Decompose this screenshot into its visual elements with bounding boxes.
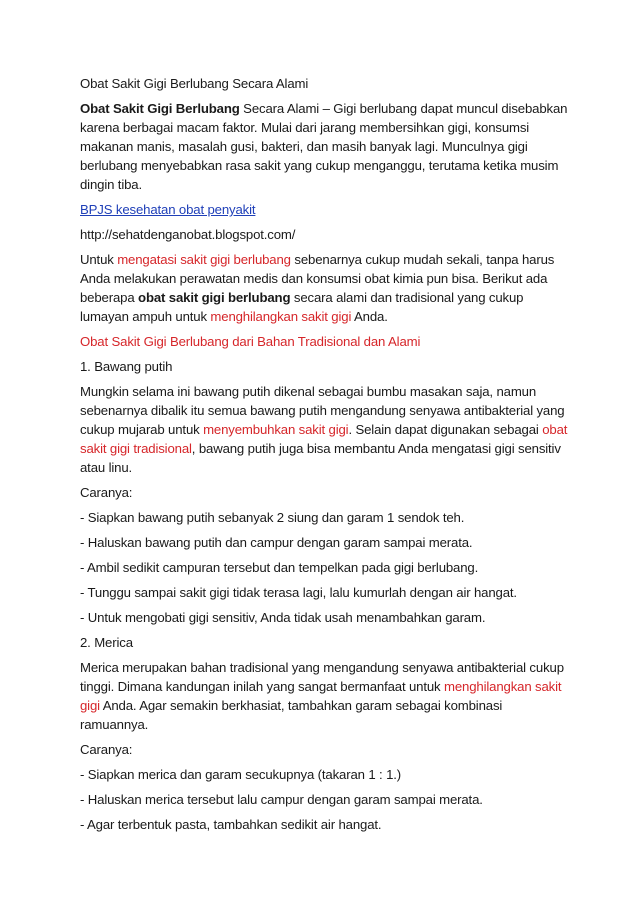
bawang-step: - Ambil sedikit campuran tersebut dan tempelkan pada gigi berlubang. (80, 560, 479, 575)
merica-step: - Siapkan merica dan garam secukupnya (takaran 1 : 1.) (80, 767, 402, 782)
bawang-text-3: , bawang putih juga bisa membantu Anda mengatasi gigi sensitiv atau linu. (80, 441, 561, 475)
bawang-step: - Siapkan bawang putih sebanyak 2 siung dan garam 1 sendok teh. (80, 510, 465, 525)
merica-heading: 2. Merica (80, 635, 133, 650)
bawang-keyword-red-2: obat sakit gigi tradisional (80, 422, 568, 456)
merica-text-1: Merica merupakan bahan tradisional yang mengandung senyawa antibakterial cukup tinggi. Dimana kandungan inilah yang sangat bermanfaat untuk (80, 660, 564, 694)
intro-bold-keyword: Obat Sakit Gigi Berlubang (80, 101, 240, 116)
p2-keyword-red-1: mengatasi sakit gigi berlubang (117, 252, 291, 267)
p2-text-1: Untuk (80, 252, 118, 267)
merica-step: - Agar terbentuk pasta, tambahkan sedikit air hangat. (80, 817, 382, 832)
p2-keyword-red-2: menghilangkan sakit gigi (210, 309, 352, 324)
p2-text-2: sebenarnya cukup mudah sekali, tanpa harus Anda melakukan perawatan medis dan konsumsi obat kimia pun bisa. Berikut ada beberapa (80, 252, 555, 305)
p2-keyword-bold: obat sakit gigi berlubang (138, 290, 291, 305)
document-page (80, 74, 570, 840)
bawang-keyword-red-1: menyembuhkan sakit gigi (203, 422, 349, 437)
p2-text-3: secara alami dan tradisional yang cukup lumayan ampuh untuk (80, 290, 524, 324)
bawang-step: - Haluskan bawang putih dan campur dengan garam sampai merata. (80, 535, 473, 550)
bawang-step: - Tunggu sampai sakit gigi tidak terasa lagi, lalu kumurlah dengan air hangat. (80, 585, 517, 600)
bawang-text-2: . Selain dapat digunakan sebagai (348, 422, 543, 437)
bawang-text-1: Mungkin selama ini bawang putih dikenal sebagai bumbu masakan saja, namun sebenarnya dibalik itu semua bawang putih mengandung senyawa antibakterial yang cukup mujarab untuk (80, 384, 565, 437)
bawang-paragraph (80, 382, 570, 477)
section-heading: Obat Sakit Gigi Berlubang dari Bahan Tradisional dan Alami (80, 334, 421, 349)
bawang-step: - Untuk mengobati gigi sensitiv, Anda tidak usah menambahkan garam. (80, 610, 486, 625)
merica-caranya: Caranya: (80, 742, 133, 757)
p2-text-4: Anda. (351, 309, 388, 324)
url-paragraph: http://sehatdenganobat.blogspot.com/ (80, 227, 296, 242)
merica-step: - Haluskan merica tersebut lalu campur dengan garam sampai merata. (80, 792, 483, 807)
document-title: Obat Sakit Gigi Berlubang Secara Alami (80, 76, 309, 91)
intro-text: Secara Alami – Gigi berlubang dapat muncul disebabkan karena berbagai macam faktor. Mulai dari jarang membersihkan gigi, konsumsi makanan manis, masalah gusi, bakteri, dan masih banyak lagi. Munculnya gigi berlubang menyebabkan rasa sakit yang cukup menganggu, terutama ketika musim dingin tiba. (80, 101, 568, 192)
method-intro-paragraph (80, 250, 570, 326)
bawang-caranya: Caranya: (80, 485, 133, 500)
link-paragraph (80, 200, 570, 219)
intro-paragraph (80, 99, 570, 194)
merica-paragraph (80, 658, 570, 734)
merica-keyword-red: menghilangkan sakit gigi (80, 679, 562, 713)
merica-text-2: Anda. Agar semakin berkhasiat, tambahkan garam sebagai kombinasi ramuannya. (80, 698, 503, 732)
bawang-heading: 1. Bawang putih (80, 359, 173, 374)
bpjs-link[interactable]: BPJS kesehatan obat penyakit (80, 202, 256, 217)
